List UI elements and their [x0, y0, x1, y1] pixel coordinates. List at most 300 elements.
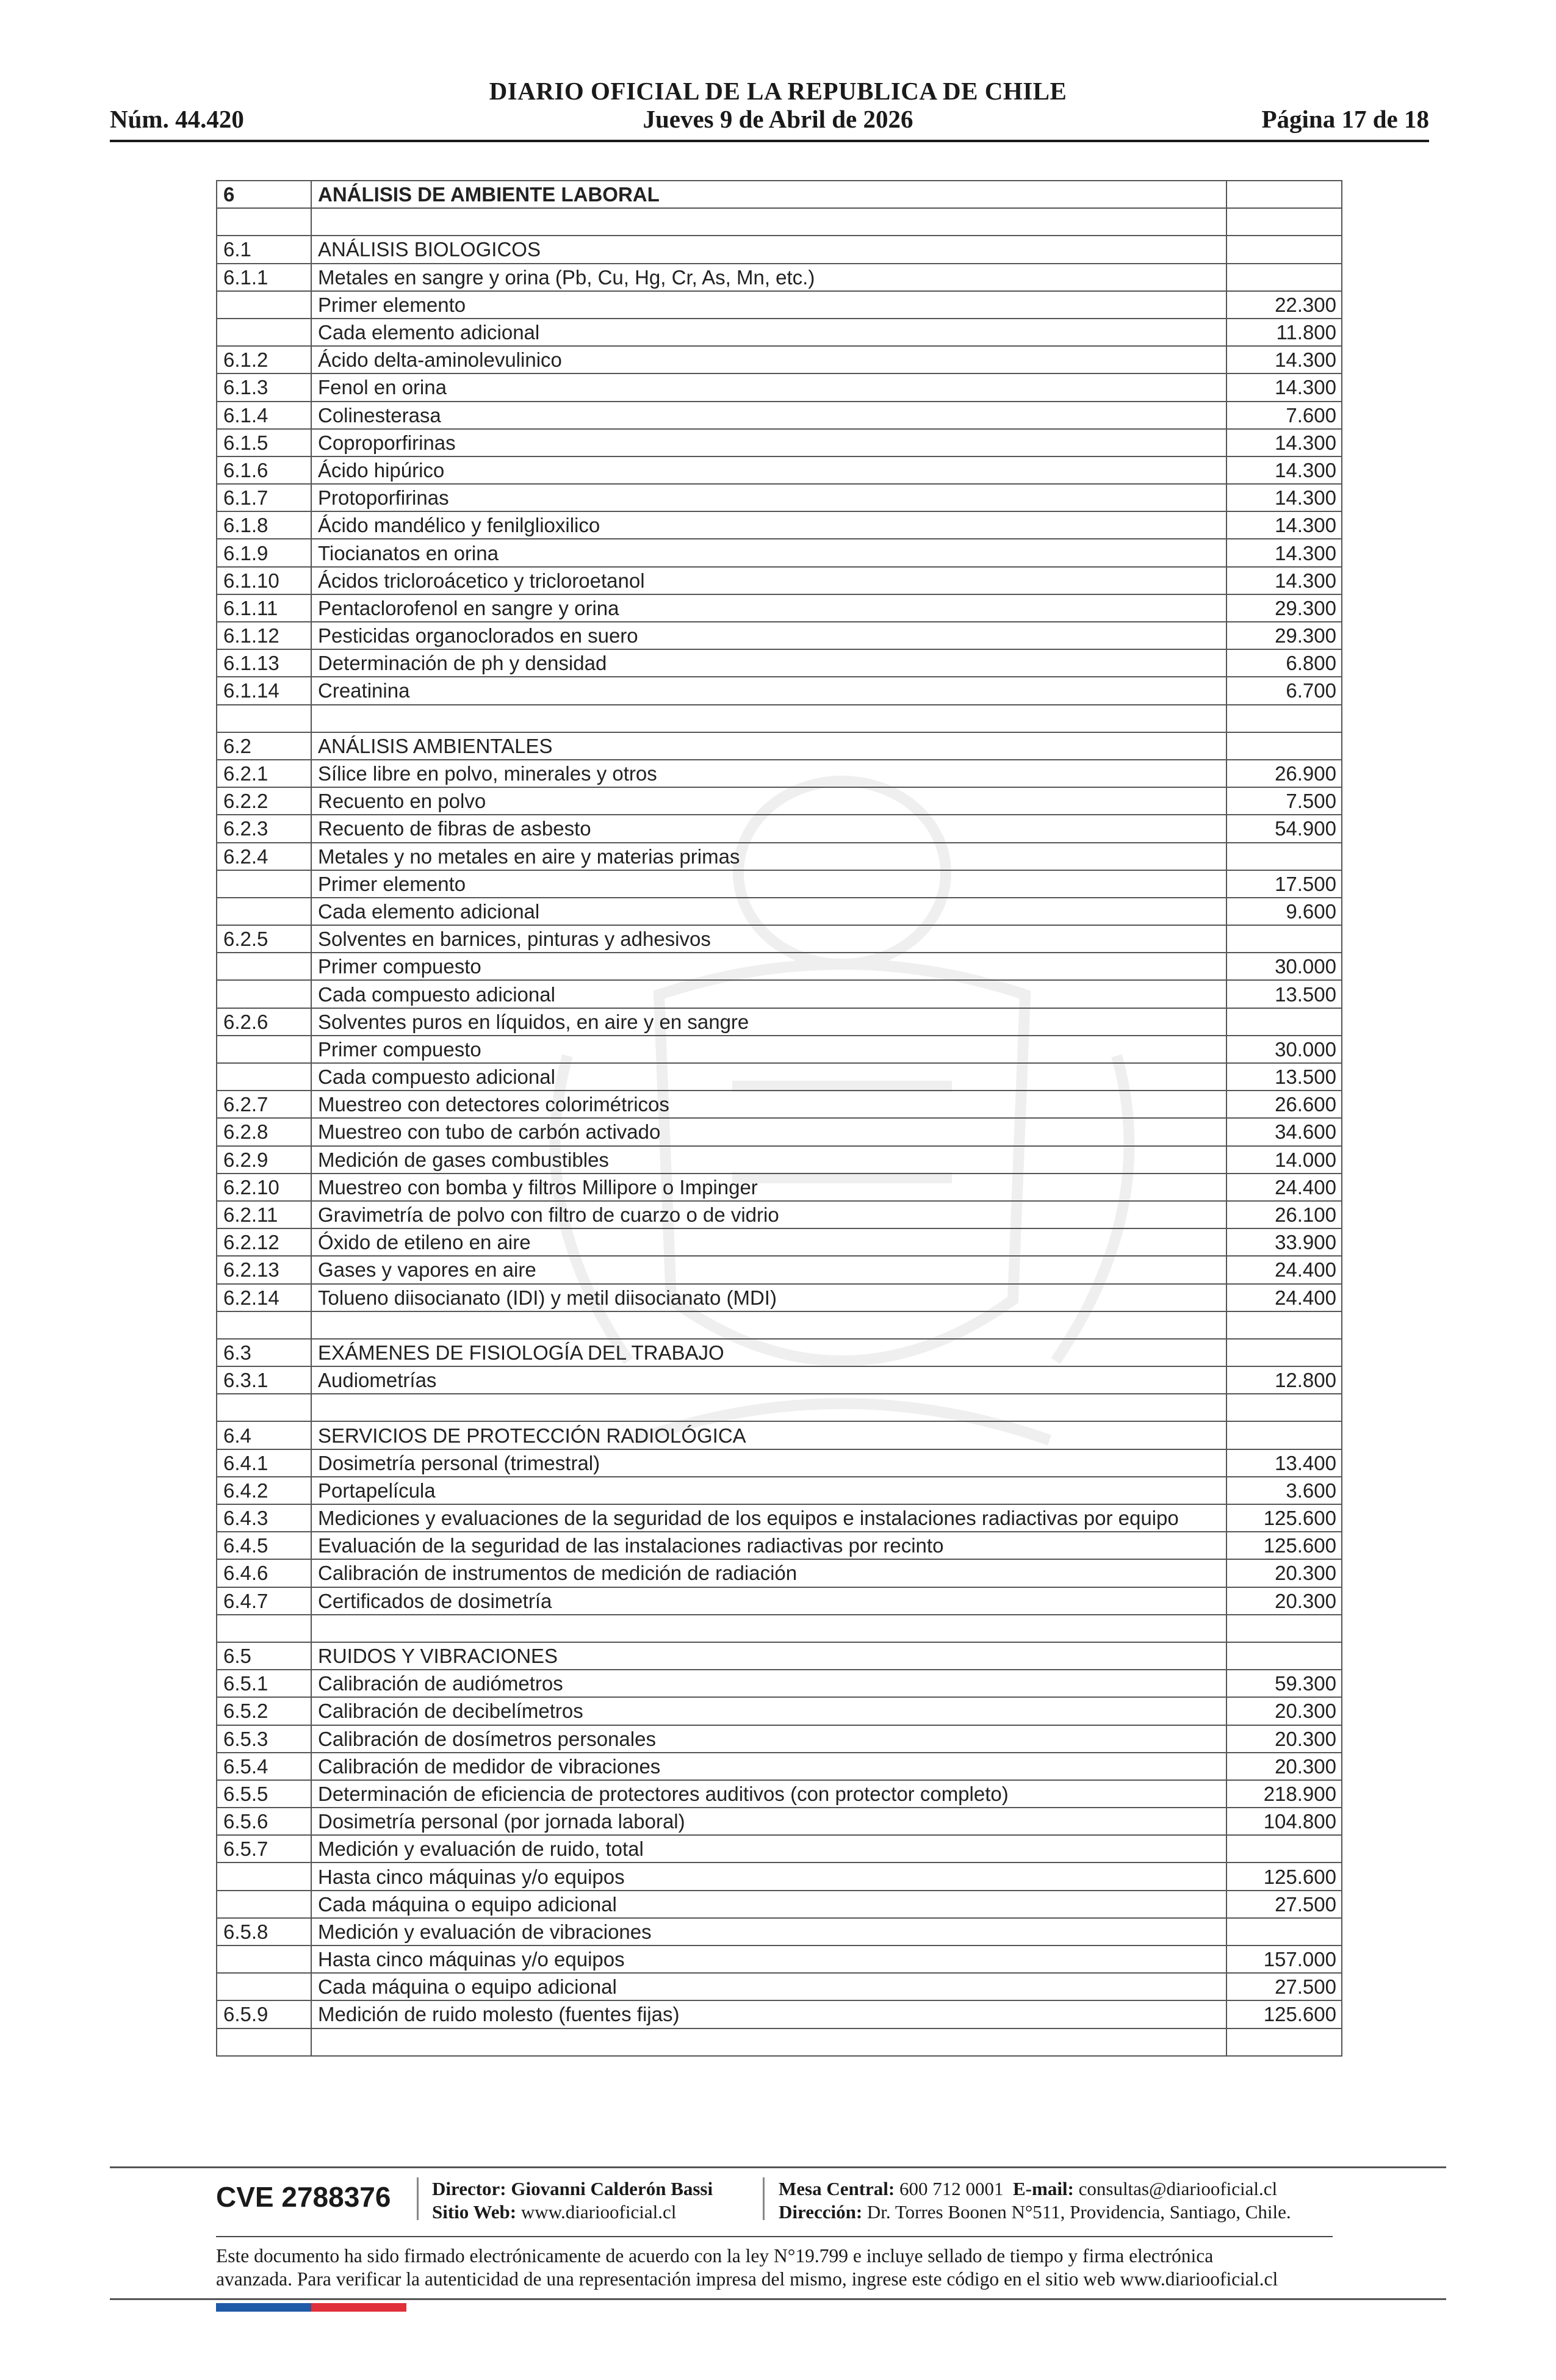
table-row [217, 319, 1342, 346]
director-label: Director: [432, 2178, 506, 2199]
item-code: 6.1.2 [217, 346, 311, 373]
item-description: Medición de gases combustibles [311, 1146, 1226, 1174]
footer-director-block [432, 2177, 713, 2224]
item-price: 30.000 [1226, 1036, 1342, 1063]
item-code: 6.5 [217, 1642, 311, 1670]
item-price: 26.600 [1226, 1091, 1342, 1118]
item-code: 6.1.10 [217, 567, 311, 594]
table-row [217, 1449, 1342, 1477]
item-code: 6.5.7 [217, 1835, 311, 1863]
table-row [217, 843, 1342, 870]
item-price [1226, 264, 1342, 291]
item-price: 11.800 [1226, 319, 1342, 346]
table-row [217, 705, 1342, 732]
table-row [217, 1201, 1342, 1228]
footer-contact-block [779, 2177, 1291, 2224]
table-row [217, 1753, 1342, 1780]
item-description: Cada compuesto adicional [311, 980, 1226, 1008]
item-code: 6.1.7 [217, 484, 311, 511]
item-description: Ácido hipúrico [311, 456, 1226, 484]
item-description: Cada compuesto adicional [311, 1063, 1226, 1091]
item-description: Primer compuesto [311, 1036, 1226, 1063]
item-price [1226, 181, 1342, 208]
item-description: ANÁLISIS DE AMBIENTE LABORAL [311, 181, 1226, 208]
item-code: 6.1.14 [217, 677, 311, 704]
item-code: 6.5.3 [217, 1725, 311, 1753]
table-row [217, 1642, 1342, 1670]
item-price: 33.900 [1226, 1228, 1342, 1256]
item-description: Tiocianatos en orina [311, 539, 1226, 566]
item-price: 24.400 [1226, 1256, 1342, 1283]
table-row [217, 1394, 1342, 1421]
item-description: Medición de ruido molesto (fuentes fijas) [311, 2000, 1226, 2028]
item-code [217, 1863, 311, 1890]
item-price: 27.500 [1226, 1973, 1342, 2000]
item-description: Hasta cinco máquinas y/o equipos [311, 1945, 1226, 1973]
item-code [217, 1615, 311, 1642]
item-code: 6.4.6 [217, 1559, 311, 1587]
item-price: 29.300 [1226, 622, 1342, 649]
table-row [217, 1256, 1342, 1283]
item-code: 6.2.12 [217, 1228, 311, 1256]
table-row [217, 1532, 1342, 1559]
item-price [1226, 1642, 1342, 1670]
item-description: Determinación de eficiencia de protectores auditivos (con protector completo) [311, 1780, 1226, 1808]
email-link[interactable]: consultas@diariooficial.cl [1078, 2178, 1278, 2199]
flag-stripe-blue [216, 2303, 311, 2312]
table-row [217, 208, 1342, 236]
footer-separator [417, 2177, 419, 2220]
table-row [217, 567, 1342, 594]
item-description: Creatinina [311, 677, 1226, 704]
item-price [1226, 1615, 1342, 1642]
phone-number: 600 712 0001 [899, 2178, 1004, 2199]
issue-date: Jueves 9 de Abril de 2026 [643, 105, 913, 133]
item-code: 6.4.7 [217, 1587, 311, 1615]
item-price: 26.100 [1226, 1201, 1342, 1228]
item-description: ANÁLISIS AMBIENTALES [311, 732, 1226, 760]
table-row [217, 373, 1342, 401]
item-description [311, 1394, 1226, 1421]
item-price [1226, 843, 1342, 870]
table-row [217, 1036, 1342, 1063]
director-name: Giovanni Calderón Bassi [511, 2178, 713, 2199]
item-code [217, 208, 311, 236]
table-row [217, 1118, 1342, 1145]
item-description: Muestreo con bomba y filtros Millipore o Impinger [311, 1174, 1226, 1201]
item-price: 125.600 [1226, 1504, 1342, 1532]
item-code: 6.5.6 [217, 1808, 311, 1835]
item-price [1226, 1394, 1342, 1421]
web-label: Sitio Web: [432, 2201, 517, 2223]
item-price: 14.300 [1226, 429, 1342, 456]
item-description: Cada elemento adicional [311, 319, 1226, 346]
table-row [217, 898, 1342, 925]
item-description: Sílice libre en polvo, minerales y otros [311, 760, 1226, 787]
item-description: Gravimetría de polvo con filtro de cuarzo o de vidrio [311, 1201, 1226, 1228]
item-price: 125.600 [1226, 1532, 1342, 1559]
table-row [217, 1945, 1342, 1973]
item-price [1226, 1008, 1342, 1036]
item-code: 6.4.5 [217, 1532, 311, 1559]
item-code: 6.4.2 [217, 1477, 311, 1504]
footer-divider [110, 2298, 1446, 2300]
table-row [217, 1587, 1342, 1615]
table-row [217, 1146, 1342, 1174]
item-code: 6.1.5 [217, 429, 311, 456]
item-description: Cada máquina o equipo adicional [311, 1973, 1226, 2000]
table-row [217, 1808, 1342, 1835]
item-description [311, 705, 1226, 732]
item-description: Certificados de dosimetría [311, 1587, 1226, 1615]
table-row [217, 1284, 1342, 1311]
item-description: Primer elemento [311, 870, 1226, 898]
table-row [217, 1891, 1342, 1918]
table-row [217, 677, 1342, 704]
item-code: 6.2.7 [217, 1091, 311, 1118]
table-row [217, 1780, 1342, 1808]
item-description: Solventes en barnices, pinturas y adhesivos [311, 925, 1226, 953]
table-row [217, 1063, 1342, 1091]
item-description: RUIDOS Y VIBRACIONES [311, 1642, 1226, 1670]
email-label: E-mail: [1013, 2178, 1074, 2199]
item-code [217, 1036, 311, 1063]
item-description: Ácidos tricloroácetico y tricloroetanol [311, 567, 1226, 594]
item-code: 6.2.11 [217, 1201, 311, 1228]
item-price [1226, 1918, 1342, 1945]
footer-separator [763, 2177, 765, 2220]
web-link[interactable]: www.diariooficial.cl [520, 2201, 677, 2223]
item-price: 29.300 [1226, 594, 1342, 622]
item-price: 20.300 [1226, 1725, 1342, 1753]
item-description: Evaluación de la seguridad de las instalaciones radiactivas por recinto [311, 1532, 1226, 1559]
item-description: Recuento en polvo [311, 787, 1226, 815]
item-price: 104.800 [1226, 1808, 1342, 1835]
item-description: Primer compuesto [311, 953, 1226, 980]
item-description: Coproporfirinas [311, 429, 1226, 456]
table-row [217, 1421, 1342, 1449]
table-row [217, 1008, 1342, 1036]
item-price [1226, 1835, 1342, 1863]
item-price: 218.900 [1226, 1780, 1342, 1808]
legal-notice-line: avanzada. Para verificar la autenticidad de una representación impresa del mismo, ingrese este código en el sitio web www.diariooficial.cl [216, 2268, 1278, 2290]
address-value: Dr. Torres Boonen N°511, Providencia, Santiago, Chile. [866, 2201, 1291, 2223]
item-price: 6.700 [1226, 677, 1342, 704]
table-row [217, 870, 1342, 898]
item-price: 27.500 [1226, 1891, 1342, 1918]
item-description: Colinesterasa [311, 402, 1226, 429]
item-code: 6.1.8 [217, 511, 311, 539]
item-code [217, 291, 311, 319]
item-code: 6.2.5 [217, 925, 311, 953]
item-description: Dosimetría personal (por jornada laboral) [311, 1808, 1226, 1835]
table-row [217, 291, 1342, 319]
item-price: 14.300 [1226, 539, 1342, 566]
item-description: Hasta cinco máquinas y/o equipos [311, 1863, 1226, 1890]
item-description: Protoporfirinas [311, 484, 1226, 511]
item-description: Ácido mandélico y fenilglioxilico [311, 511, 1226, 539]
footer-divider [216, 2236, 1333, 2237]
table-row [217, 264, 1342, 291]
item-price: 20.300 [1226, 1587, 1342, 1615]
item-price [1226, 1311, 1342, 1339]
item-code [217, 898, 311, 925]
item-code: 6.1.12 [217, 622, 311, 649]
table-row [217, 1477, 1342, 1504]
item-code: 6.2.10 [217, 1174, 311, 1201]
item-price: 20.300 [1226, 1559, 1342, 1587]
item-description: Muestreo con tubo de carbón activado [311, 1118, 1226, 1145]
table-row [217, 511, 1342, 539]
item-price: 14.300 [1226, 346, 1342, 373]
item-description: Calibración de decibelímetros [311, 1697, 1226, 1725]
table-row [217, 539, 1342, 566]
item-price [1226, 208, 1342, 236]
item-price: 20.300 [1226, 1697, 1342, 1725]
table-row [217, 1091, 1342, 1118]
item-code: 6.1.1 [217, 264, 311, 291]
table-row [217, 181, 1342, 208]
item-description [311, 2028, 1226, 2056]
item-price: 17.500 [1226, 870, 1342, 898]
item-description: Recuento de fibras de asbesto [311, 815, 1226, 842]
item-code [217, 1063, 311, 1091]
item-code [217, 870, 311, 898]
table-row [217, 732, 1342, 760]
table-row [217, 1835, 1342, 1863]
item-code [217, 705, 311, 732]
item-description: Pentaclorofenol en sangre y orina [311, 594, 1226, 622]
item-code: 6.2 [217, 732, 311, 760]
item-code: 6.5.8 [217, 1918, 311, 1945]
item-price: 157.000 [1226, 1945, 1342, 1973]
table-row [217, 429, 1342, 456]
item-description: Gases y vapores en aire [311, 1256, 1226, 1283]
item-price: 9.600 [1226, 898, 1342, 925]
table-row [217, 622, 1342, 649]
item-price: 26.900 [1226, 760, 1342, 787]
item-description: Calibración de audiómetros [311, 1670, 1226, 1697]
item-price: 7.600 [1226, 402, 1342, 429]
item-description: Metales y no metales en aire y materias primas [311, 843, 1226, 870]
item-code: 6.1 [217, 236, 311, 263]
item-code: 6.1.4 [217, 402, 311, 429]
item-description: Solventes puros en líquidos, en aire y en sangre [311, 1008, 1226, 1036]
item-description: Primer elemento [311, 291, 1226, 319]
table-row [217, 815, 1342, 842]
table-row [217, 1863, 1342, 1890]
item-description: Dosimetría personal (trimestral) [311, 1449, 1226, 1477]
item-code: 6.2.6 [217, 1008, 311, 1036]
table-row [217, 760, 1342, 787]
item-price: 14.300 [1226, 484, 1342, 511]
item-code: 6.4.1 [217, 1449, 311, 1477]
item-price [1226, 236, 1342, 263]
item-price: 7.500 [1226, 787, 1342, 815]
table-row [217, 1918, 1342, 1945]
table-row [217, 925, 1342, 953]
item-code [217, 1394, 311, 1421]
item-price: 59.300 [1226, 1670, 1342, 1697]
table-row [217, 1725, 1342, 1753]
item-price: 125.600 [1226, 1863, 1342, 1890]
table-row [217, 1697, 1342, 1725]
item-code [217, 953, 311, 980]
item-price: 3.600 [1226, 1477, 1342, 1504]
item-code: 6.5.4 [217, 1753, 311, 1780]
item-description [311, 1615, 1226, 1642]
table-row [217, 1559, 1342, 1587]
item-code: 6.1.11 [217, 594, 311, 622]
item-code: 6 [217, 181, 311, 208]
item-code: 6.1.6 [217, 456, 311, 484]
item-price: 14.300 [1226, 456, 1342, 484]
item-description: SERVICIOS DE PROTECCIÓN RADIOLÓGICA [311, 1421, 1226, 1449]
table-row [217, 1504, 1342, 1532]
item-description: Portapelícula [311, 1477, 1226, 1504]
table-row [217, 1366, 1342, 1394]
cve-code: CVE 2788376 [216, 2181, 391, 2213]
item-code [217, 1973, 311, 2000]
item-description: Calibración de instrumentos de medición de radiación [311, 1559, 1226, 1587]
header-divider [110, 140, 1429, 142]
item-price: 14.300 [1226, 373, 1342, 401]
item-description: Muestreo con detectores colorimétricos [311, 1091, 1226, 1118]
item-price [1226, 2028, 1342, 2056]
item-description [311, 208, 1226, 236]
item-description: EXÁMENES DE FISIOLOGÍA DEL TRABAJO [311, 1339, 1226, 1366]
item-code: 6.5.9 [217, 2000, 311, 2028]
tariff-table [216, 180, 1342, 2057]
item-code: 6.2.2 [217, 787, 311, 815]
item-code: 6.2.13 [217, 1256, 311, 1283]
item-code: 6.3 [217, 1339, 311, 1366]
item-code: 6.4 [217, 1421, 311, 1449]
item-code [217, 980, 311, 1008]
item-code [217, 1945, 311, 1973]
item-code: 6.2.3 [217, 815, 311, 842]
item-code: 6.3.1 [217, 1366, 311, 1394]
newspaper-title: DIARIO OFICIAL DE LA REPUBLICA DE CHILE [489, 77, 1067, 105]
item-code: 6.2.9 [217, 1146, 311, 1174]
table-row [217, 594, 1342, 622]
table-row [217, 456, 1342, 484]
item-description: Metales en sangre y orina (Pb, Cu, Hg, Cr, As, Mn, etc.) [311, 264, 1226, 291]
item-code: 6.1.9 [217, 539, 311, 566]
item-code: 6.5.2 [217, 1697, 311, 1725]
item-price [1226, 925, 1342, 953]
table-row [217, 649, 1342, 677]
page-number: Página 17 de 18 [1261, 105, 1429, 133]
item-code: 6.2.14 [217, 1284, 311, 1311]
item-price: 14.000 [1226, 1146, 1342, 1174]
item-price: 125.600 [1226, 2000, 1342, 2028]
item-code: 6.1.13 [217, 649, 311, 677]
item-description [311, 1311, 1226, 1339]
item-price: 13.500 [1226, 1063, 1342, 1091]
table-row [217, 1174, 1342, 1201]
item-price: 13.500 [1226, 980, 1342, 1008]
item-description: Pesticidas organoclorados en suero [311, 622, 1226, 649]
item-price: 13.400 [1226, 1449, 1342, 1477]
item-price: 12.800 [1226, 1366, 1342, 1394]
item-description: Determinación de ph y densidad [311, 649, 1226, 677]
table-row [217, 1670, 1342, 1697]
item-description: Fenol en orina [311, 373, 1226, 401]
item-price: 30.000 [1226, 953, 1342, 980]
item-price: 34.600 [1226, 1118, 1342, 1145]
item-price: 20.300 [1226, 1753, 1342, 1780]
item-price: 22.300 [1226, 291, 1342, 319]
item-price [1226, 732, 1342, 760]
footer-divider [110, 2166, 1446, 2168]
item-price: 14.300 [1226, 567, 1342, 594]
item-description: ANÁLISIS BIOLOGICOS [311, 236, 1226, 263]
item-price: 24.400 [1226, 1284, 1342, 1311]
table-row [217, 1339, 1342, 1366]
table-row [217, 2028, 1342, 2056]
item-code: 6.2.1 [217, 760, 311, 787]
phone-label: Mesa Central: [779, 2178, 895, 2199]
table-row [217, 2000, 1342, 2028]
item-price: 24.400 [1226, 1174, 1342, 1201]
table-row [217, 346, 1342, 373]
legal-notice [216, 2245, 1339, 2291]
item-code: 6.2.8 [217, 1118, 311, 1145]
table-row [217, 787, 1342, 815]
item-description: Medición y evaluación de ruido, total [311, 1835, 1226, 1863]
item-price [1226, 1421, 1342, 1449]
item-description: Óxido de etileno en aire [311, 1228, 1226, 1256]
flag-stripe-red [311, 2303, 406, 2312]
address-label: Dirección: [779, 2201, 863, 2223]
item-description: Cada elemento adicional [311, 898, 1226, 925]
item-price: 6.800 [1226, 649, 1342, 677]
item-code: 6.5.5 [217, 1780, 311, 1808]
item-code: 6.5.1 [217, 1670, 311, 1697]
table-row [217, 1973, 1342, 2000]
item-description: Calibración de medidor de vibraciones [311, 1753, 1226, 1780]
item-description: Audiometrías [311, 1366, 1226, 1394]
table-row [217, 1615, 1342, 1642]
item-code [217, 1891, 311, 1918]
item-code: 6.2.4 [217, 843, 311, 870]
item-description: Calibración de dosímetros personales [311, 1725, 1226, 1753]
item-description: Ácido delta-aminolevulinico [311, 346, 1226, 373]
table-row [217, 1311, 1342, 1339]
item-price: 54.900 [1226, 815, 1342, 842]
table-row [217, 236, 1342, 263]
tariff-table-body [217, 181, 1342, 2056]
table-row [217, 402, 1342, 429]
table-row [217, 953, 1342, 980]
item-price [1226, 705, 1342, 732]
item-description: Mediciones y evaluaciones de la seguridad de los equipos e instalaciones radiactivas por equipo [311, 1504, 1226, 1532]
table-row [217, 1228, 1342, 1256]
item-price: 14.300 [1226, 511, 1342, 539]
item-code: 6.4.3 [217, 1504, 311, 1532]
item-code: 6.1.3 [217, 373, 311, 401]
issue-number: Núm. 44.420 [110, 105, 244, 133]
legal-notice-line: Este documento ha sido firmado electrónicamente de acuerdo con la ley N°19.799 e incluye sellado de tiempo y firma electrónica [216, 2245, 1214, 2266]
item-code [217, 319, 311, 346]
item-code [217, 2028, 311, 2056]
item-description: Cada máquina o equipo adicional [311, 1891, 1226, 1918]
item-code [217, 1311, 311, 1339]
item-price [1226, 1339, 1342, 1366]
item-description: Medición y evaluación de vibraciones [311, 1918, 1226, 1945]
table-row [217, 484, 1342, 511]
